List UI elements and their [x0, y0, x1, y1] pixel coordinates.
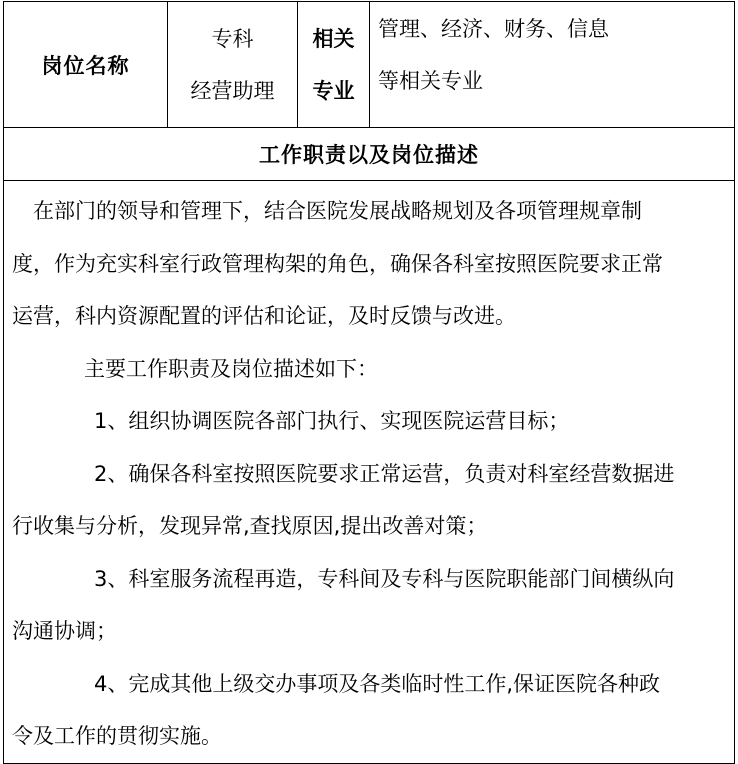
major-value-line-2: 等相关专业	[378, 69, 483, 93]
position-value-line-1: 专科	[211, 26, 254, 51]
job-description-table	[3, 1, 735, 764]
major-label-line-2: 专业	[312, 78, 355, 103]
intro-line-1: 在部门的领导和管理下，结合医院发展战略规划及各项管理规章制	[33, 199, 642, 223]
major-value-cell	[370, 2, 735, 128]
duty-1	[12, 395, 726, 448]
intro-paragraph	[12, 185, 726, 343]
body-row	[4, 181, 735, 764]
duty-4-line-1: 4、完成其他上级交办事项及各类临时性工作,保证医院各种政	[94, 671, 661, 696]
major-label-line-1: 相关	[312, 26, 355, 51]
duties-heading: 主要工作职责及岗位描述如下：	[84, 356, 378, 381]
duty-2-line-1: 2、确保各科室按照医院要求正常运营，负责对科室经营数据进	[94, 461, 675, 486]
duty-3-line-1: 3、科室服务流程再造，专科间及专科与医院职能部门间横纵向	[94, 566, 675, 591]
duty-1-line-1: 1、组织协调医院各部门执行、实现医院运营目标；	[94, 409, 570, 433]
section-title-row	[4, 128, 735, 181]
major-label-cell	[298, 2, 370, 128]
intro-line-2: 度，作为充实科室行政管理构架的角色，确保各科室按照医院要求正常	[12, 251, 663, 276]
duty-3-line-2: 沟通协调；	[12, 619, 117, 643]
header-row	[4, 2, 735, 128]
duties-heading-paragraph	[12, 343, 726, 396]
position-label-cell	[4, 2, 168, 128]
major-value-line-1: 管理、经济、财务、信息	[378, 17, 609, 41]
intro-line-3: 运营，科内资源配置的评估和论证，及时反馈与改进。	[12, 304, 516, 328]
duty-4-line-2: 令及工作的贯彻实施。	[12, 724, 222, 748]
section-title: 工作职责以及岗位描述	[4, 128, 735, 181]
duty-2-line-2: 行收集与分析，发现异常,查找原因,提出改善对策；	[12, 514, 488, 538]
duty-4	[12, 658, 726, 763]
position-value-line-2: 经营助理	[190, 78, 275, 103]
duty-2	[12, 448, 726, 553]
body-cell	[4, 181, 735, 764]
position-value-cell	[168, 2, 298, 128]
position-label: 岗位名称	[41, 53, 130, 78]
duty-3	[12, 553, 726, 658]
